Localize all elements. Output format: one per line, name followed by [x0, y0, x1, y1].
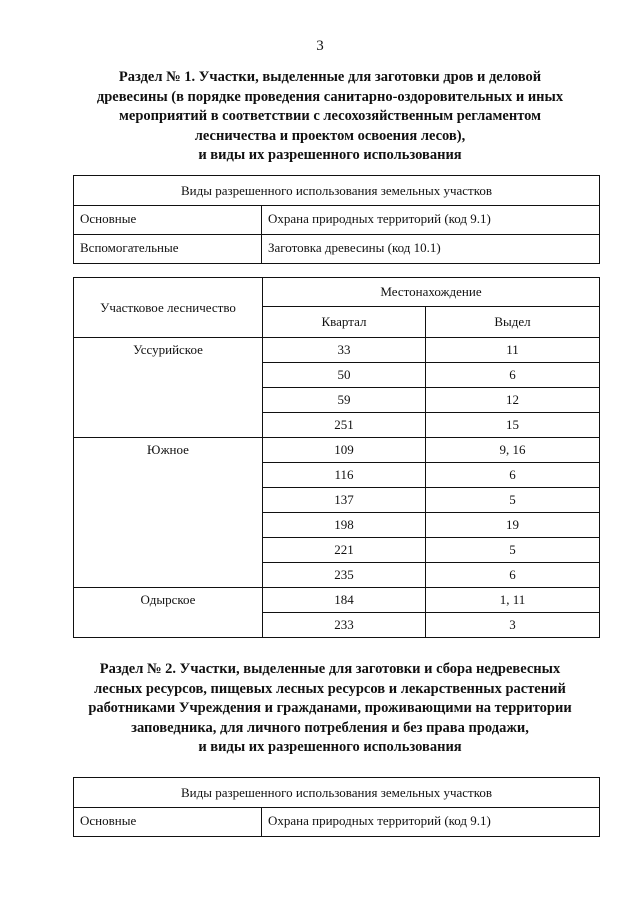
quarter-cell: 109	[263, 438, 426, 463]
section-column-header: Выдел	[426, 307, 600, 338]
use-value-cell: Заготовка древесины (код 10.1)	[262, 235, 600, 264]
use-type-cell: Основные	[74, 206, 262, 235]
section1-location-table	[73, 277, 600, 638]
section1-title-line: лесничества и проектом освоения лесов),	[194, 127, 466, 144]
section-cell: 1, 11	[426, 588, 600, 613]
forestry-cell: Одырское	[74, 588, 263, 638]
section-cell: 12	[426, 388, 600, 413]
section1-title-line: мероприятий в соответствии с лесохозяйственным регламентом	[119, 108, 541, 124]
uses-table-header: Виды разрешенного использования земельных участков	[74, 778, 600, 808]
forestry-column-header: Участковое лесничество	[74, 278, 263, 338]
quarter-cell: 33	[263, 338, 426, 363]
section-cell: 6	[426, 363, 600, 388]
section-cell: 6	[426, 463, 600, 488]
section-cell: 5	[426, 488, 600, 513]
section2-title-line: Раздел № 2. Участки, выделенные для заготовки и сбора недревесных	[99, 661, 561, 677]
quarter-cell: 251	[263, 413, 426, 438]
use-value-cell: Охрана природных территорий (код 9.1)	[262, 808, 600, 837]
table-row	[74, 438, 600, 463]
section2-uses-table	[73, 777, 600, 837]
uses-table-header: Виды разрешенного использования земельных участков	[74, 176, 600, 206]
quarter-cell: 233	[263, 613, 426, 638]
section-cell: 9, 16	[426, 438, 600, 463]
use-type-cell: Вспомогательные	[74, 235, 262, 264]
section2-title-line: работниками Учреждения и гражданами, проживающими на территории	[88, 700, 572, 716]
table-row	[74, 235, 600, 264]
section2-title-line: лесных ресурсов, пищевых лесных ресурсов и лекарственных растений	[94, 680, 566, 697]
quarter-cell: 137	[263, 488, 426, 513]
section-cell: 5	[426, 538, 600, 563]
section-cell: 11	[426, 338, 600, 363]
section1-title-line: Раздел № 1. Участки, выделенные для заготовки дров и деловой	[118, 69, 542, 85]
quarter-column-header: Квартал	[263, 307, 426, 338]
section-cell: 15	[426, 413, 600, 438]
quarter-cell: 235	[263, 563, 426, 588]
section1-title-line: древесины (в порядке проведения санитарно-оздоровительных и иных	[96, 88, 564, 105]
use-value-cell: Охрана природных территорий (код 9.1)	[262, 206, 600, 235]
section-cell: 19	[426, 513, 600, 538]
section-cell: 6	[426, 563, 600, 588]
table-row	[74, 808, 600, 837]
forestry-cell: Уссурийское	[74, 338, 263, 438]
section2-title	[60, 660, 600, 758]
use-type-cell: Основные	[74, 808, 262, 837]
section1-uses-table	[73, 175, 600, 264]
quarter-cell: 221	[263, 538, 426, 563]
quarter-cell: 184	[263, 588, 426, 613]
quarter-cell: 116	[263, 463, 426, 488]
page-number: 3	[316, 38, 324, 54]
table-row	[74, 206, 600, 235]
section-cell: 3	[426, 613, 600, 638]
location-column-header: Местонахождение	[263, 278, 600, 307]
quarter-cell: 50	[263, 363, 426, 388]
section1-title	[60, 68, 600, 166]
table-row	[74, 338, 600, 363]
forestry-cell: Южное	[74, 438, 263, 588]
quarter-cell: 59	[263, 388, 426, 413]
table-row	[74, 588, 600, 613]
section1-title-line: и виды их разрешенного использования	[198, 147, 462, 163]
section2-title-line: заповедника, для личного потребления и без права продажи,	[131, 719, 529, 736]
quarter-cell: 198	[263, 513, 426, 538]
section2-title-line: и виды их разрешенного использования	[198, 739, 462, 755]
